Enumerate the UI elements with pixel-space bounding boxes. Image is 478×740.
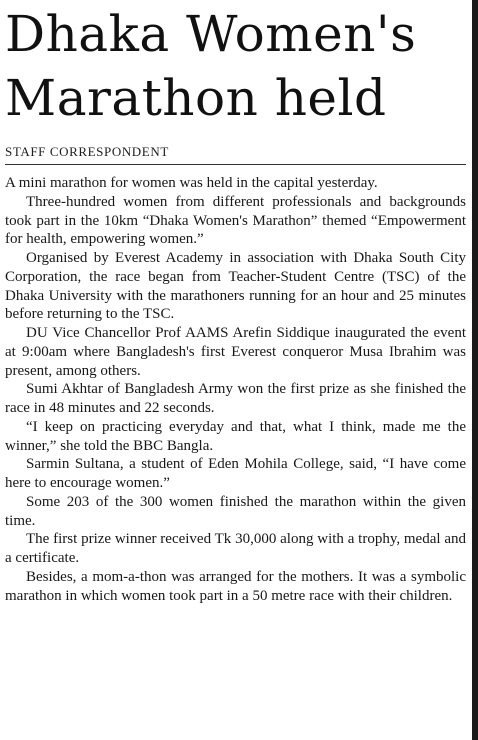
paragraph-9: The first prize winner received Tk 30,000 along with a trophy, medal and a certificate.: [5, 531, 466, 566]
headline: [5, 0, 466, 130]
page-edge-bar: [472, 0, 478, 740]
paragraph-5: Sumi Akhtar of Bangladesh Army won the first prize as she finished the race in 48 minutes and 22 seconds.: [5, 381, 466, 416]
article-body: [5, 174, 466, 605]
paragraph-8: Some 203 of the 300 women finished the marathon within the given time.: [5, 493, 466, 529]
paragraph-6: “I keep on practicing everyday and that, what I think, made me the winner,” she told the BBC Bangla.: [5, 418, 466, 454]
paragraph-3: Organised by Everest Academy in association with Dhaka South City Corporation, the race began from Teacher-Student Centre (TSC) of the Dhaka University with the marathoners running for an hour and 25 minutes before returning to the TSC.: [5, 250, 466, 323]
headline-line-2: Marathon held: [5, 69, 387, 127]
paragraph-7: Sarmin Sultana, a student of Eden Mohila College, said, “I have come here to encourage women.”: [5, 456, 466, 491]
paragraph-10: Besides, a mom-a-thon was arranged for the mothers. It was a symbolic marathon in which women took part in a 50 metre race with their children.: [5, 568, 466, 604]
news-article: [5, 0, 466, 605]
byline: STAFF CORRESPONDENT: [5, 144, 466, 165]
headline-line-1: Dhaka Women's: [5, 5, 417, 63]
paragraph-2: Three-hundred women from different professionals and backgrounds took part in the 10km “Dhaka Women's Marathon” themed “Empowerment for health, empowering women.”: [5, 193, 466, 248]
paragraph-4: DU Vice Chancellor Prof AAMS Arefin Siddique inaugurated the event at 9:00am where Bangladesh's first Everest conqueror Musa Ibrahim was present, among others.: [5, 325, 466, 379]
paragraph-1: A mini marathon for women was held in the capital yesterday.: [5, 175, 378, 191]
